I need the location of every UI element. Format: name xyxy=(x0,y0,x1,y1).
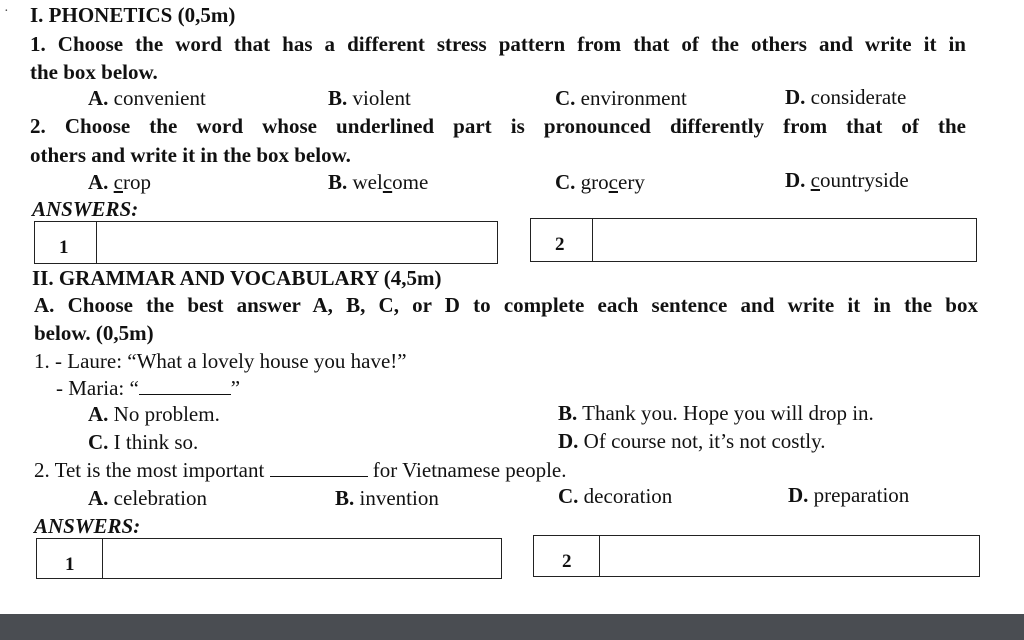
phonetics-q1-option-a: A. convenient xyxy=(88,86,206,110)
viewer-bottom-bar xyxy=(0,614,1024,640)
answer-box-number: 2 xyxy=(534,536,600,576)
grammar-answers-label: ANSWERS: xyxy=(34,514,141,538)
phonetics-answers-label: ANSWERS: xyxy=(32,197,139,221)
answer-box-number: 1 xyxy=(35,222,97,263)
grammar-q1-option-d: D. Of course not, it’s not costly. xyxy=(558,429,826,453)
margin-mark: · xyxy=(4,4,9,19)
answer-blank xyxy=(139,376,231,395)
phonetics-answer-box-2[interactable] xyxy=(530,218,977,262)
grammar-q2-option-a: A. celebration xyxy=(88,486,207,510)
grammar-answer-box-1[interactable] xyxy=(36,538,502,579)
phonetics-q2-option-d: D. countryside xyxy=(785,168,909,192)
grammar-part-a-instruction: A. Choose the best answer A, B, C, or D to complete each sentence and write it in the box xyxy=(34,293,978,317)
phonetics-q2-option-c: C. grocery xyxy=(555,170,645,194)
grammar-q1-line2: - Maria: “ ” xyxy=(56,376,241,400)
phonetics-q1-option-c: C. environment xyxy=(555,86,687,110)
answer-blank xyxy=(270,458,368,477)
grammar-q2-option-d: D. preparation xyxy=(788,483,910,507)
grammar-q2-stem: 2. Tet is the most important for Vietnamese people. xyxy=(34,458,567,482)
grammar-q1-option-c: C. I think so. xyxy=(88,430,199,454)
phonetics-q1-option-d: D. considerate xyxy=(785,85,907,109)
grammar-answer-box-2[interactable] xyxy=(533,535,980,577)
phonetics-q2-instruction-cont: others and write it in the box below. xyxy=(30,143,351,167)
phonetics-answer-box-1[interactable] xyxy=(34,221,498,264)
answer-box-number: 1 xyxy=(37,539,103,578)
grammar-q2-option-b: B. invention xyxy=(335,486,439,510)
answer-box-number: 2 xyxy=(531,219,593,261)
phonetics-q2-option-b: B. welcome xyxy=(328,170,429,194)
phonetics-q1-option-b: B. violent xyxy=(328,86,411,110)
section-title-phonetics: I. PHONETICS (0,5m) xyxy=(30,3,236,27)
grammar-part-a-instruction-cont: below. (0,5m) xyxy=(34,321,154,345)
grammar-q1-option-b: B. Thank you. Hope you will drop in. xyxy=(558,401,874,425)
phonetics-q1-instruction-cont: the box below. xyxy=(30,60,158,84)
phonetics-q2-option-a: A. crop xyxy=(88,170,151,194)
grammar-q2-option-c: C. decoration xyxy=(558,484,673,508)
grammar-q1-option-a: A. No problem. xyxy=(88,402,220,426)
grammar-q1-line1: 1. - Laure: “What a lovely house you have!” xyxy=(34,349,407,373)
phonetics-q2-instruction: 2. Choose the word whose underlined part is pronounced differently from that of the xyxy=(30,114,966,138)
phonetics-q1-instruction: 1. Choose the word that has a different stress pattern from that of the others and write it in xyxy=(30,32,966,56)
section-title-grammar: II. GRAMMAR AND VOCABULARY (4,5m) xyxy=(32,266,442,290)
